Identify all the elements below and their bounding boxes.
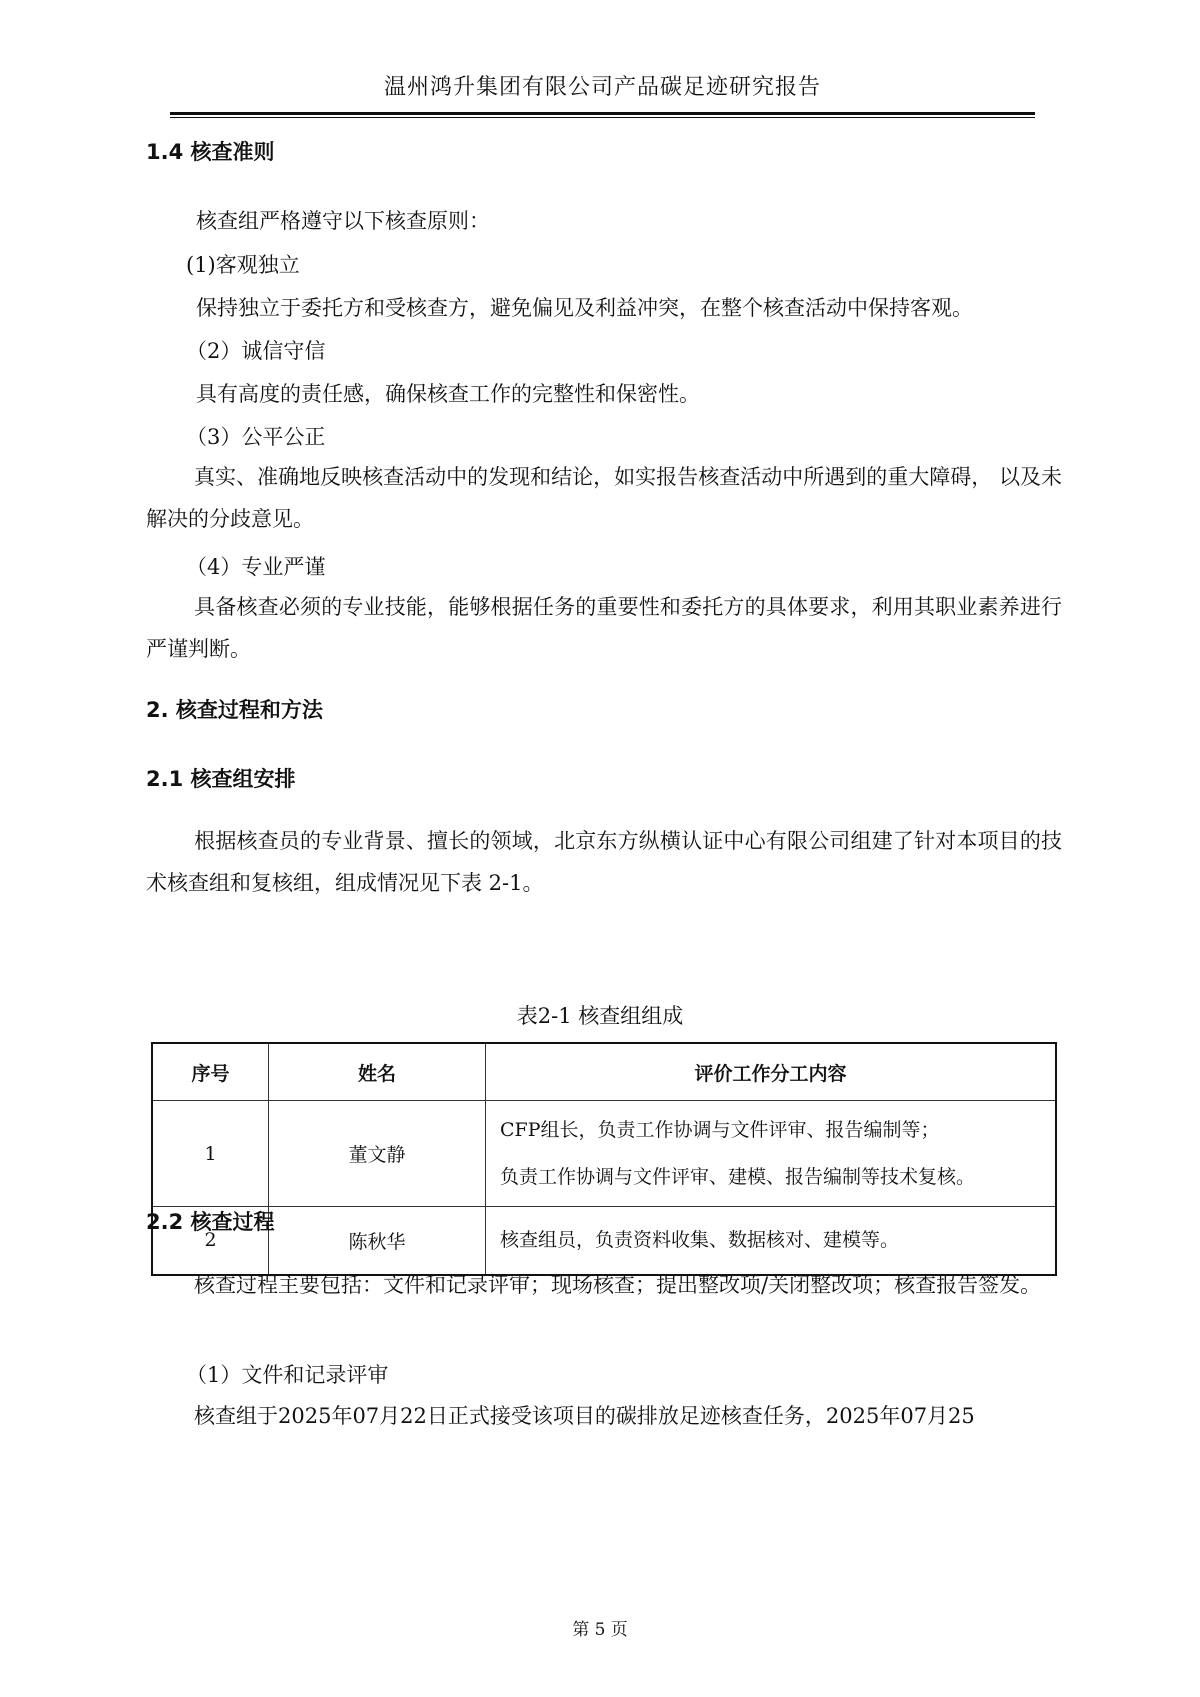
section-heading-2-2: 2.2 核查过程 [146,1210,275,1234]
principle-text-2: 具有高度的责任感，确保核查工作的完整性和保密性。 [196,382,700,406]
cell-no: 1 [152,1101,269,1207]
principle-title-4: （4）专业严谨 [186,555,326,579]
section-2-2-text: 核查过程主要包括：文件和记录评审；现场核查；提出整改项/关闭整改项；核查报告签发。 [194,1273,1042,1297]
table-row [152,1101,1056,1207]
table-header-row [152,1043,1056,1101]
duty-line: 负责工作协调与文件评审、建模、报告编制等技术复核。 [500,1165,976,1188]
section-2-1-text: 根据核查员的专业背景、擅长的领域，北京东方纵横认证中心有限公司组建了针对本项目的技术核查组和复核组，组成情况见下表 2-1。 [146,829,1062,895]
section-heading-1-4: 1.4 核查准则 [146,140,275,164]
principle-title-3: （3）公平公正 [186,425,326,449]
principle-title-2: （2）诚信守信 [186,339,326,363]
cell-name: 陈秋华 [269,1207,486,1275]
duty-line: CFP组长，负责工作协调与文件评审、报告编制等； [500,1118,940,1141]
principles-intro: 核查组严格遵守以下核查原则： [196,209,490,233]
col-header-no: 序号 [152,1043,269,1101]
principle-text-4: 具备核查必须的专业技能，能够根据任务的重要性和委托方的具体要求，利用其职业素养进行严谨判断。 [146,595,1062,661]
principle-title-1: (1)客观独立 [186,253,300,277]
cell-no: 2 [152,1207,269,1275]
page-header-title: 温州鸿升集团有限公司产品碳足迹研究报告 [383,75,821,100]
table-caption: 表2-1 核查组组成 [516,1004,684,1028]
cell-duties [486,1101,1057,1207]
section-heading-2-1: 2.1 核查组安排 [146,767,296,791]
page-number: 第 5 页 [572,1620,628,1640]
section-heading-2: 2. 核查过程和方法 [146,698,323,722]
principle-text-1: 保持独立于委托方和受核查方，避免偏见及利益冲突，在整个核查活动中保持客观。 [196,296,973,320]
principle-text-3: 真实、准确地反映核查活动中的发现和结论，如实报告核查活动中所遇到的重大障碍， 以及未解决的分歧意见。 [146,465,1062,531]
col-header-name: 姓名 [269,1043,486,1101]
cell-name: 董文静 [269,1101,486,1207]
col-header-duties: 评价工作分工内容 [486,1043,1057,1101]
header-rule [170,112,1035,118]
subsection-title-1: （1）文件和记录评审 [186,1363,389,1387]
duty-line: 核查组员，负责资料收集、数据核对、建模等。 [500,1228,900,1251]
inspection-team-table [151,1042,1057,1276]
subsection-text-1: 核查组于2025年07月22日正式接受该项目的碳排放足迹核查任务，2025年07月25 [194,1404,975,1428]
